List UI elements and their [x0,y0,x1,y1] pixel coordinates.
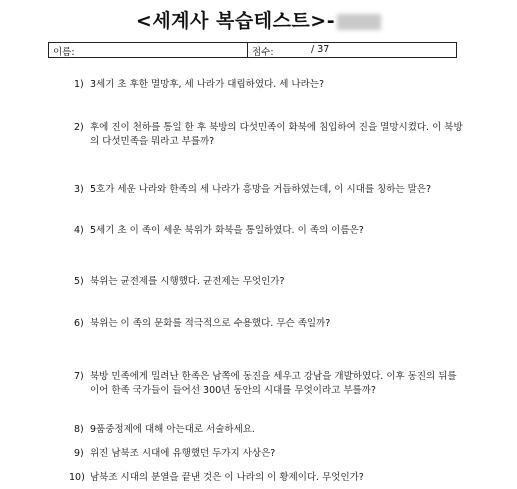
score-label: 점수: [252,47,274,58]
name-score-box [48,42,457,58]
question-number: 7) [74,371,84,382]
question-text: 위진 남북조 시대에 유행했던 두가지 사상은? [90,448,276,459]
question-number: 3) [74,184,84,195]
question-text: 3세기 초 후한 멸망후, 세 나라가 대립하였다. 세 나라는? [90,79,325,90]
question-text: 5호가 세운 나라와 한족의 세 나라가 흥망을 거듭하였는데, 이 시대를 칭하는 말은? [90,184,431,195]
question-number: 6) [74,318,84,329]
question-number: 10) [69,472,85,483]
info-box-divider [247,43,248,57]
question-text: 남북조 시대의 분열을 끝낸 것은 이 나라의 이 황제이다. 무엇인가? [90,472,364,483]
name-label: 이름: [53,47,75,58]
question-text-line-1: 북방 민족에게 밀려난 한족은 남쪽에 동진을 세우고 강남을 개발하였다. 이후 동진의 뒤를 [90,371,457,382]
redacted-name-blur [337,14,381,30]
question-number: 9) [74,448,84,459]
question-text-line-1: 후에 진이 천하를 통일 한 후 북방의 다섯민족이 화북에 침입하여 진을 멸망시켰다. 이 북방 [90,122,463,133]
question-text-line-2: 이어 한족 국가들이 들어선 300년 동안의 시대를 무엇이라고 부를까? [90,385,376,396]
question-text-line-2: 의 다섯민족을 뭐라고 부를까? [90,136,215,147]
question-number: 2) [74,122,84,133]
question-number: 8) [74,424,84,435]
worksheet-title-text: <세계사 복습테스트>- [135,10,336,32]
question-number: 1) [74,79,84,90]
question-text: 5세기 초 이 족이 세운 북위가 화북을 통일하였다. 이 족의 이름은? [90,225,364,236]
question-text: 북위는 이 족의 문화를 적극적으로 수용했다. 무슨 족일까? [90,318,331,329]
question-text: 9품중정제에 대해 아는대로 서술하세요. [90,424,255,435]
question-number: 4) [74,225,84,236]
worksheet-title [0,6,517,33]
question-text: 북위는 균전제를 시행했다. 균전제는 무엇인가? [90,276,285,287]
question-number: 5) [74,276,84,287]
score-total: / 37 [311,44,330,55]
